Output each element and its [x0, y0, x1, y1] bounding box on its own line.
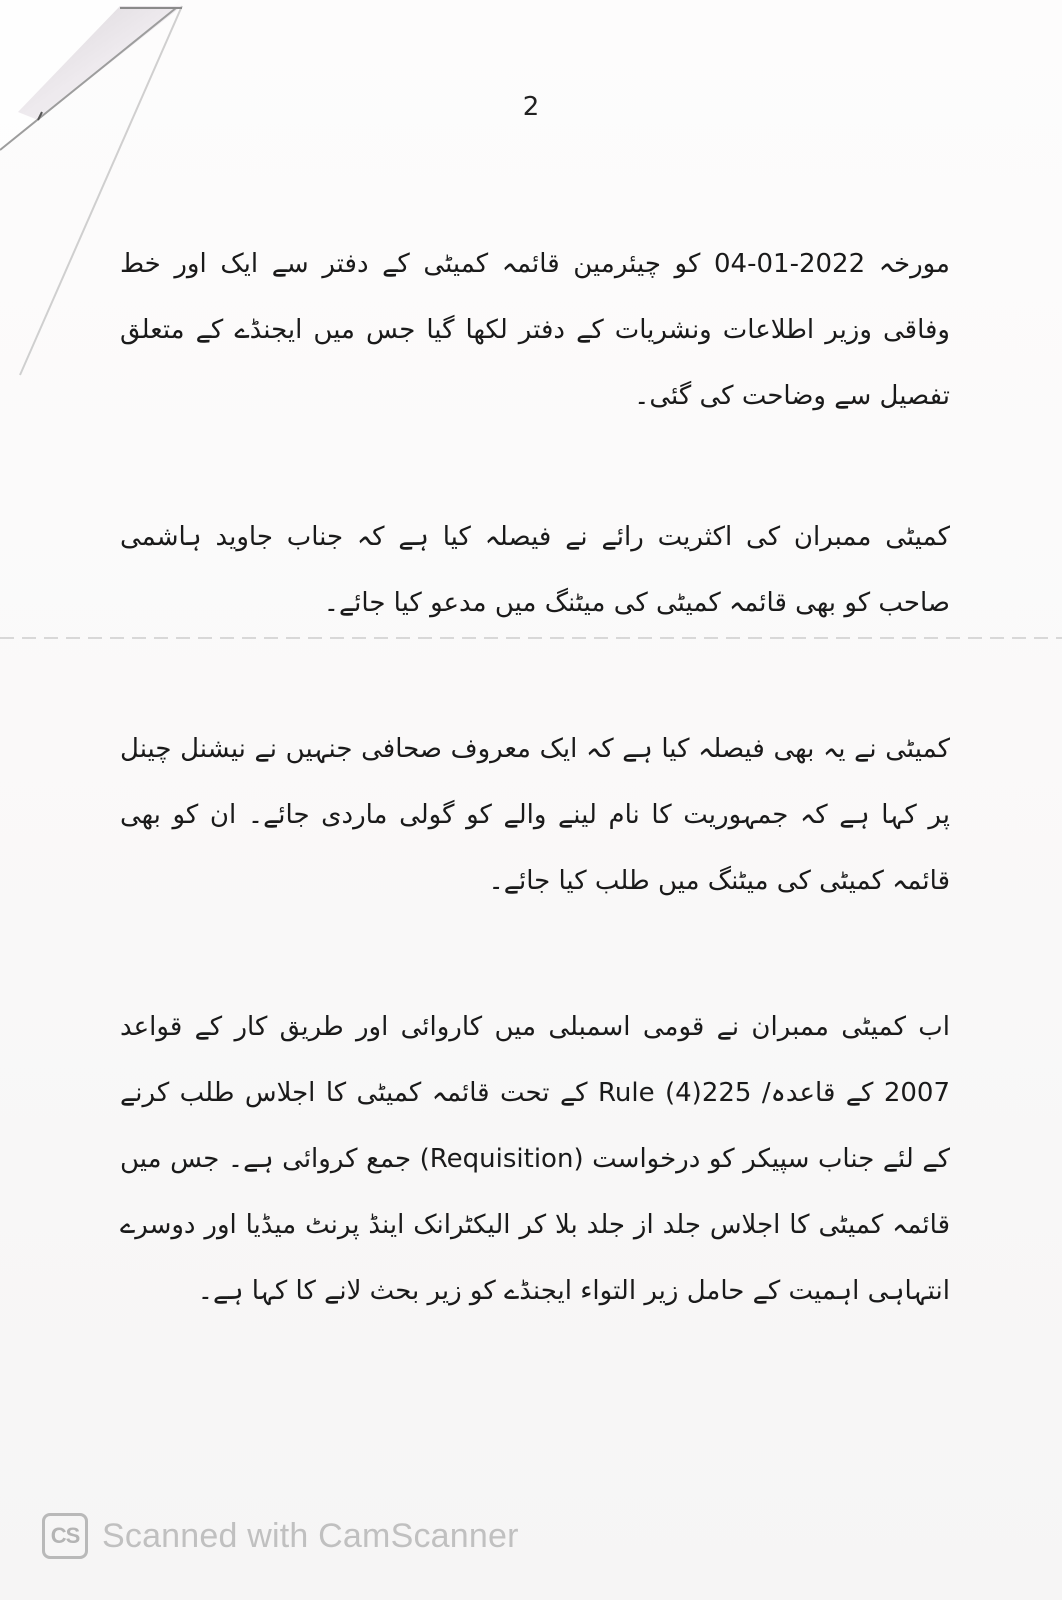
paragraph-summon-journalist: کمیٹی نے یہ بھی فیصلہ کیا ہے کہ ایک معروف صحافی جنہیں نے نیشنل چینل پر کہا ہے کہ جمہوریت کا نام لینے والے کو گولی ماردی جائے۔ ان کو بھی قائمہ کمیٹی کی میٹنگ میں طلب کیا جائے۔	[120, 734, 950, 896]
camscanner-logo-icon: CS	[42, 1513, 88, 1559]
watermark-text: Scanned with CamScanner	[102, 1516, 519, 1555]
page-fold-line	[0, 637, 1062, 639]
paragraph-requisition: اب کمیٹی ممبران نے قومی اسمبلی میں کاروائی اور طریق کار کے قواعد 2007 کے قاعدہ/ Rule (4)225 کے تحت قائمہ کمیٹی کا اجلاس طلب کرنے کے لئے جناب سپیکر کو درخواست (Requisition) جمع کروائی ہے۔ جس میں قائمہ کمیٹی کا اجلاس جلد از جلد بلا کر الیکٹرانک اینڈ پرنٹ میڈیا اور دوسرے انتہاہی اہمیت کے حامل زیر التواء ایجنڈے کو زیر بحث لانے کا کہا ہے۔	[120, 1012, 950, 1306]
page-number: 2	[522, 92, 540, 122]
camscanner-watermark	[42, 1510, 519, 1562]
paragraph-letter-to-minister: مورخہ 2022-01-04 کو چیئرمین قائمہ کمیٹی کے دفتر سے ایک اور خط وفاقی وزیر اطلاعات ونشریات کے دفتر لکھا گیا جس میں ایجنڈے کے متعلق تفصیل سے وضاحت کی گئی۔	[120, 249, 950, 411]
paragraph-invite-javed-hashmi: کمیٹی ممبران کی اکثریت رائے نے فیصلہ کیا ہے کہ جناب جاوید ہاشمی صاحب کو بھی قائمہ کمیٹی کی میٹنگ میں مدعو کیا جائے۔	[120, 522, 950, 618]
